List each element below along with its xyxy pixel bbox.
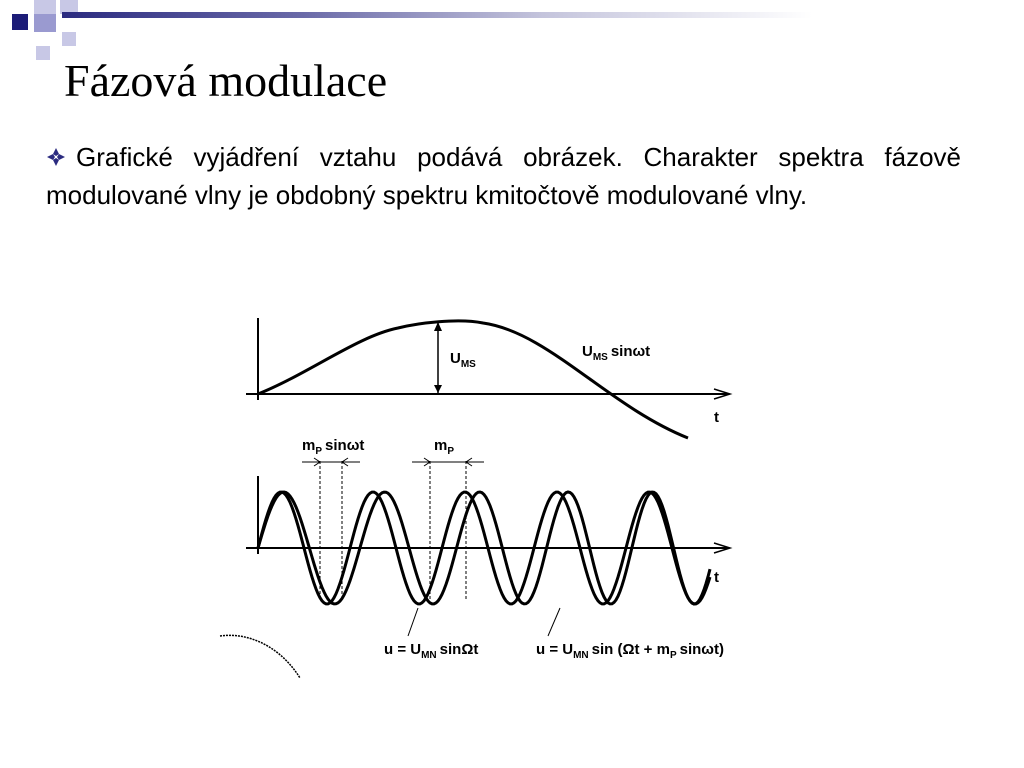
phase-modulation-figure (218, 296, 778, 682)
carrier-label-leader (408, 608, 418, 636)
top-graph (246, 318, 730, 438)
header-gradient-bar (62, 12, 1024, 18)
amplitude-arrow-down (434, 385, 442, 393)
deviation-label: $m_P$ sinωt (302, 437, 365, 457)
scan-artifact-arc (220, 635, 300, 678)
slide-title: Fázová modulace (64, 55, 388, 106)
bullet-paragraph (46, 138, 961, 214)
amplitude-label: $U_{MS}$ (450, 350, 476, 370)
bottom-graph (246, 437, 730, 661)
modulated-equation: $u = U_{MN}$ $\sin (\Omega t + m_P$ sinωt) (536, 641, 724, 661)
carrier-equation: $u = U_{MN}$ sinΩt (384, 641, 479, 661)
top-time-label: t (714, 409, 719, 426)
diamond-bullet-icon (46, 147, 66, 167)
modulating-signal-curve (258, 321, 688, 438)
bottom-time-label: t (714, 569, 719, 586)
modulated-label-leader (548, 608, 560, 636)
max-deviation-label: $m_P$ (434, 437, 455, 457)
modulating-curve-label: $U_{MS}$ sinωt (582, 343, 651, 363)
bullet-text: Grafické vyjádření vztahu podává obrázek. Charakter spektra fázově modulované vlny je obdobný spektru kmitočtově modulované vlny. (46, 142, 961, 210)
